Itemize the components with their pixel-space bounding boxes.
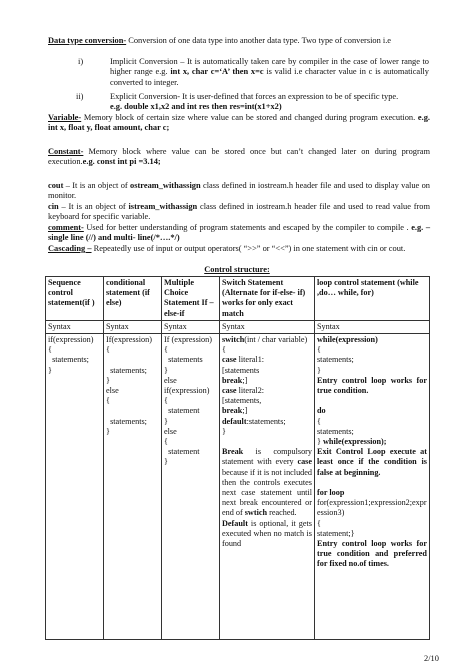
cin-term: cin (48, 202, 59, 211)
loop-syntax-cell: while(expression) { statements; } Entry control loop works for true condition. do { statements; } while(expression); Exit Control Loop execute at least once if the condition is false at beginning. for loop for(expression1;expression2;expression3) { statement;} Entry control loop works for true condition and preferred for fixed no.of times. (315, 334, 430, 640)
control-structure-title: Control structure: (204, 265, 270, 274)
cin-paragraph: cin – It is an object of istream_withassign class defined in iostream.h header file and used to read value from keyboard for specific variable. (48, 202, 430, 222)
constant-paragraph: Constant- Memory block where value can be stored once but can’t changed later on during program execution.e.g. const int pi =3.14; (48, 147, 430, 167)
cascading-paragraph: Cascading – Repeatedly use of input or output operators( “>>” or “<<”) in one statement with cin or cout. (48, 244, 406, 253)
implicit-numeral: i) (78, 57, 84, 66)
conditional-syntax-cell: If(expression) { statements; } else { statements; } (104, 334, 162, 640)
implicit-conversion-paragraph: Implicit Conversion – It is automatically taken care by compiler in the case of lower range to higher range e.g. int x, char c=‘A’ then x=c is valid i.e character value in c is automatically converted to integer. (110, 57, 429, 87)
comment-term: comment- (48, 223, 84, 232)
header-sequence: Sequence control statement(if ) (46, 277, 104, 321)
comment-paragraph: comment- Used for better understanding of program statements and escaped by the compiler to compile . e.g. – single line (//) and multi- line(/*….*/) (48, 223, 431, 243)
syntax-label: Syntax (104, 320, 162, 333)
while-note: Entry control loop works for true condition. (317, 375, 430, 396)
break-note: Break is compulsory statement with every case because if it is not included then the controls executes next case statement until next break encountered or end of swtich reached. (222, 447, 312, 518)
cout-term: cout (48, 181, 64, 190)
data-type-conversion-term: Data type conversion- (48, 36, 127, 45)
default-note: Default is optional, it gets executed when no match is found (222, 518, 312, 549)
page-number: 2/10 (424, 654, 439, 663)
sequence-syntax-cell: if(expression) { statements; } (46, 334, 104, 640)
header-switch: Switch Statement (Alternate for if-else- if) works for only exact match (220, 277, 315, 321)
table-body-row (46, 334, 430, 640)
table-syntax-row (46, 320, 430, 333)
header-conditional: conditional statement (if else) (104, 277, 162, 321)
multiple-choice-syntax-cell: If (expression) { statements } else if(expression) { statement } else { statement } (162, 334, 220, 640)
syntax-label: Syntax (162, 320, 220, 333)
cout-paragraph: cout – It is an object of ostream_withassign class defined in iostream.h header file and used to display value on monitor. (48, 181, 430, 201)
do-while-note: Exit Control Loop execute at least once if the condition is false at beginning. (317, 447, 430, 477)
header-multiple-choice: Multiple Choice Statement If –else-if (162, 277, 220, 321)
explicit-conversion-paragraph: Explicit Conversion- It is user-defined that forces an expression to be of specific type. e.g. double x1,x2 and int res then res=int(x1+x2) (110, 92, 399, 112)
switch-syntax-cell: switch(int / char variable) { case literal1: [statements break;] case literal2: [statements, break;] default:statements; } Break is compulsory statement with every case because if it is not included then the controls executes next case statement until next break encountered or end of swtich reached. Default is optional, it gets executed when no match is found (220, 334, 315, 640)
for-note: Entry control loop works for true condition and preferred for fixed no.of times. (317, 539, 430, 569)
table-header-row (46, 277, 430, 321)
syntax-label: Syntax (46, 320, 104, 333)
header-loop: loop control statement (while ,do… while, for) (315, 277, 430, 321)
constant-term: Constant- (48, 147, 84, 156)
explicit-numeral: ii) (76, 92, 84, 101)
control-structure-table (45, 276, 430, 640)
data-type-conversion-paragraph: Data type conversion- Conversion of one data type into another data type. Two type of conversion i.e (48, 36, 392, 45)
variable-term: Variable- (48, 113, 82, 122)
cascading-term: Cascading – (48, 244, 92, 253)
syntax-label: Syntax (220, 320, 315, 333)
syntax-label: Syntax (315, 320, 430, 333)
variable-paragraph: Variable- Memory block of certain size where value can be stored and changed during program execution. e.g. int x, float y, float amount, char c; (48, 113, 430, 133)
